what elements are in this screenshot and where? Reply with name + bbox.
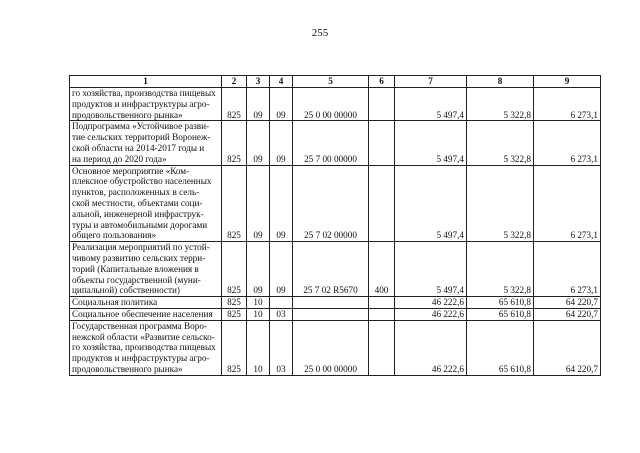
section-cell: 09	[247, 165, 270, 242]
column-header: 5	[293, 76, 369, 88]
item-name-line: туры и автомобильными дорогами	[72, 219, 208, 230]
item-name-line: го хозяйства, производства пищевых	[72, 88, 216, 98]
expense-type-cell	[369, 308, 395, 320]
item-name-line: ской области на 2014-2017 годы и	[72, 142, 205, 153]
column-header: 8	[467, 76, 534, 88]
expense-type-cell	[369, 165, 395, 242]
grbs-cell: 825	[222, 121, 247, 165]
budget-table	[69, 75, 601, 376]
table-row	[70, 165, 601, 242]
item-name-line: тие сельских территорий Воронеж-	[72, 132, 211, 143]
grbs-cell: 825	[222, 297, 247, 309]
table-row	[70, 308, 601, 320]
item-name-line: Подпрограмма «Устойчивое разви-	[72, 121, 210, 132]
item-name-line: на период до 2020 года»	[72, 153, 167, 164]
subsection-cell: 09	[270, 88, 293, 121]
amount-2016-cell: 5 497,4	[395, 121, 467, 165]
amount-2017-cell: 5 322,8	[467, 165, 534, 242]
amount-2018-cell: 6 273,1	[534, 165, 601, 242]
subsection-cell	[270, 297, 293, 309]
amount-2018-cell: 64 220,7	[534, 308, 601, 320]
subsection-cell: 03	[270, 308, 293, 320]
item-name-line: ской местности, объектами соци-	[72, 197, 203, 208]
item-name-cell	[70, 165, 222, 242]
target-article-cell: 25 0 00 00000	[293, 320, 369, 375]
expense-type-cell: 400	[369, 242, 395, 297]
expense-type-cell	[369, 88, 395, 121]
grbs-cell: 825	[222, 88, 247, 121]
amount-2016-cell: 5 497,4	[395, 88, 467, 121]
amount-2018-cell: 6 273,1	[534, 88, 601, 121]
amount-2016-cell: 46 222,6	[395, 297, 467, 309]
item-name-line: торий (Капитальные вложения в	[72, 263, 199, 274]
header-row	[70, 76, 601, 88]
item-name-line: ципальной) собственности)	[72, 285, 180, 296]
table-row	[70, 88, 601, 121]
expense-type-cell	[369, 320, 395, 375]
item-name-line: объекты государственной (муни-	[72, 274, 201, 285]
column-header: 1	[70, 76, 222, 88]
subsection-cell: 03	[270, 320, 293, 375]
item-name-cell	[70, 242, 222, 297]
item-name-line: альной, инженерной инфраструк-	[72, 208, 204, 219]
item-name-line: плексное обустройство населенных	[72, 176, 212, 187]
amount-2016-cell: 5 497,4	[395, 242, 467, 297]
amount-2017-cell: 5 322,8	[467, 242, 534, 297]
amount-2017-cell: 65 610,8	[467, 320, 534, 375]
table-row	[70, 121, 601, 165]
section-cell: 10	[247, 297, 270, 309]
item-name-line: общего пользования»	[72, 230, 157, 241]
amount-2017-cell: 65 610,8	[467, 308, 534, 320]
subsection-cell: 09	[270, 165, 293, 242]
table-body	[70, 88, 601, 376]
target-article-cell: 25 7 02 R5670	[293, 242, 369, 297]
amount-2018-cell: 64 220,7	[534, 297, 601, 309]
item-name-line: пунктов, расположенных в сель-	[72, 187, 200, 198]
amount-2016-cell: 46 222,6	[395, 308, 467, 320]
grbs-cell: 825	[222, 308, 247, 320]
target-article-cell: 25 0 00 00000	[293, 88, 369, 121]
table-row	[70, 320, 601, 375]
amount-2018-cell: 6 273,1	[534, 242, 601, 297]
target-article-cell	[293, 308, 369, 320]
item-name-cell	[70, 320, 222, 375]
grbs-cell: 825	[222, 242, 247, 297]
item-name-line: Государственная программа Воро-	[72, 320, 207, 331]
amount-2017-cell: 65 610,8	[467, 297, 534, 309]
section-cell: 10	[247, 320, 270, 375]
item-name-line: продовольственного рынка»	[72, 363, 183, 374]
amount-2016-cell: 46 222,6	[395, 320, 467, 375]
amount-2017-cell: 5 322,8	[467, 121, 534, 165]
target-article-cell: 25 7 00 00000	[293, 121, 369, 165]
item-name-line: продовольственного рынка»	[72, 109, 183, 120]
column-header: 3	[247, 76, 270, 88]
target-article-cell	[293, 297, 369, 309]
item-name-line: продуктов и инфраструктуры агро-	[72, 353, 210, 364]
grbs-cell: 825	[222, 165, 247, 242]
column-header: 9	[534, 76, 601, 88]
amount-2018-cell: 64 220,7	[534, 320, 601, 375]
section-cell: 10	[247, 308, 270, 320]
table-row	[70, 297, 601, 309]
column-header: 6	[369, 76, 395, 88]
item-name-line: Основное мероприятие «Ком-	[72, 165, 190, 176]
expense-type-cell	[369, 297, 395, 309]
target-article-cell: 25 7 02 00000	[293, 165, 369, 242]
amount-2018-cell: 6 273,1	[534, 121, 601, 165]
section-cell: 09	[247, 121, 270, 165]
page-number: 255	[311, 27, 329, 39]
column-header: 2	[222, 76, 247, 88]
item-name-line: нежской области «Развитие сельско-	[72, 331, 215, 342]
item-name-line: чивому развитию сельских терри-	[72, 252, 206, 263]
amount-2017-cell: 5 322,8	[467, 88, 534, 121]
item-name-cell	[70, 88, 222, 121]
item-name-line: Социальное обеспечение населения	[72, 308, 213, 319]
table-row	[70, 242, 601, 297]
grbs-cell: 825	[222, 320, 247, 375]
item-name-line: Реализация мероприятий по устой-	[72, 242, 210, 253]
subsection-cell: 09	[270, 242, 293, 297]
item-name-line: Социальная политика	[72, 297, 158, 308]
subsection-cell: 09	[270, 121, 293, 165]
expense-type-cell	[369, 121, 395, 165]
section-cell: 09	[247, 242, 270, 297]
item-name-cell	[70, 297, 222, 309]
column-header: 4	[270, 76, 293, 88]
column-header: 7	[395, 76, 467, 88]
item-name-cell	[70, 121, 222, 165]
section-cell: 09	[247, 88, 270, 121]
item-name-line: продуктов и инфраструктуры агро-	[72, 98, 210, 109]
item-name-cell	[70, 308, 222, 320]
amount-2016-cell: 5 497,4	[395, 165, 467, 242]
item-name-line: го хозяйства, производства пищевых	[72, 342, 216, 353]
